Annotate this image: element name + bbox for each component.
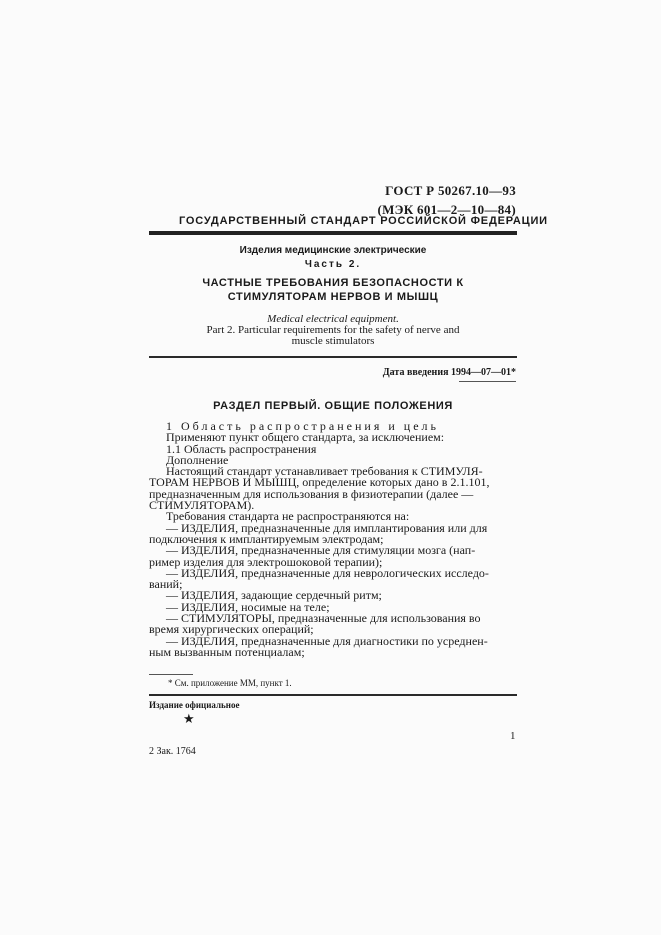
body-line: ример изделия для электрошоковой терапии); [149, 554, 383, 569]
body-line: Настоящий стандарт устанавливает требования к СТИМУЛЯ- [166, 464, 483, 479]
body-line: Требования стандарта не распространяются на: [166, 509, 410, 524]
body-line: 1.1 Область распространения [166, 441, 317, 456]
document-title-line-1: ЧАСТНЫЕ ТРЕБОВАНИЯ БЕЗОПАСНОСТИ К [202, 277, 464, 289]
footnote-separator [149, 674, 193, 675]
star-icon: ★ [183, 711, 195, 726]
body-text [149, 421, 517, 658]
introduction-date-underline [459, 381, 516, 382]
body-line: ваний; [149, 577, 183, 592]
iec-number: (МЭК 601—2—10—84) [377, 202, 516, 217]
subtitle-line-2: Часть 2. [304, 259, 362, 270]
section-heading: РАЗДЕЛ ПЕРВЫЙ. ОБЩИЕ ПОЛОЖЕНИЯ [213, 400, 453, 412]
body-line: — ИЗДЕЛИЯ, предназначенные для неврологических исследо- [166, 565, 489, 580]
body-line: время хирургических операций; [149, 622, 314, 637]
document-title-line-2: СТИМУЛЯТОРАМ НЕРВОВ И МЫШЦ [227, 291, 439, 303]
body-line: 1 Область распространения и цель [166, 419, 439, 433]
body-line: ным вызванным потенциалам; [149, 644, 305, 659]
subtitle-line-1: Изделия медицинские электрические [239, 245, 427, 256]
english-title-line-3: muscle stimulators [291, 335, 375, 347]
body-line: — СТИМУЛЯТОРЫ, предназначенные для использования во [166, 611, 481, 626]
english-title-line-2: Part 2. Particular requirements for the safety of nerve and [206, 324, 460, 336]
body-line: Применяют пункт общего стандарта, за исключением: [166, 430, 445, 445]
header-rule [149, 231, 517, 235]
state-standard-heading: ГОСУДАРСТВЕННЫЙ СТАНДАРТ РОССИЙСКОЙ ФЕДЕРАЦИИ [179, 215, 548, 227]
body-line: СТИМУЛЯТОРАМ). [149, 498, 255, 513]
official-edition-label: Издание официальное [149, 700, 240, 710]
body-line: — ИЗДЕЛИЯ, предназначенные для имплантирования или для [166, 520, 488, 535]
introduction-date: Дата введения 1994—07—01* [382, 367, 516, 378]
body-line: Дополнение [166, 452, 229, 467]
body-line: ТОРАМ НЕРВОВ И МЫШЦ, определение которых дано в 2.1.101, [149, 475, 490, 490]
footer-rule [149, 694, 517, 696]
body-line: — ИЗДЕЛИЯ, задающие сердечный ритм; [166, 588, 382, 603]
page-number: 1 [510, 730, 516, 742]
body-line: — ИЗДЕЛИЯ, предназначенные для диагностики по усреднен- [166, 633, 488, 648]
footnote: * См. приложение ММ, пункт 1. [168, 678, 292, 688]
body-line: — ИЗДЕЛИЯ, носимые на теле; [166, 599, 330, 614]
gost-number: ГОСТ Р 50267.10—93 [385, 183, 516, 198]
title-rule [149, 356, 517, 358]
body-line: предназначенным для использования в физиотерапии (далее — [149, 486, 474, 501]
order-number: 2 Зак. 1764 [149, 746, 196, 757]
body-line: подключения к имплантируемым электродам; [149, 531, 384, 546]
english-title-line-1: Medical electrical equipment. [267, 313, 399, 325]
body-line: — ИЗДЕЛИЯ, предназначенные для стимуляции мозга (нап- [166, 543, 476, 558]
